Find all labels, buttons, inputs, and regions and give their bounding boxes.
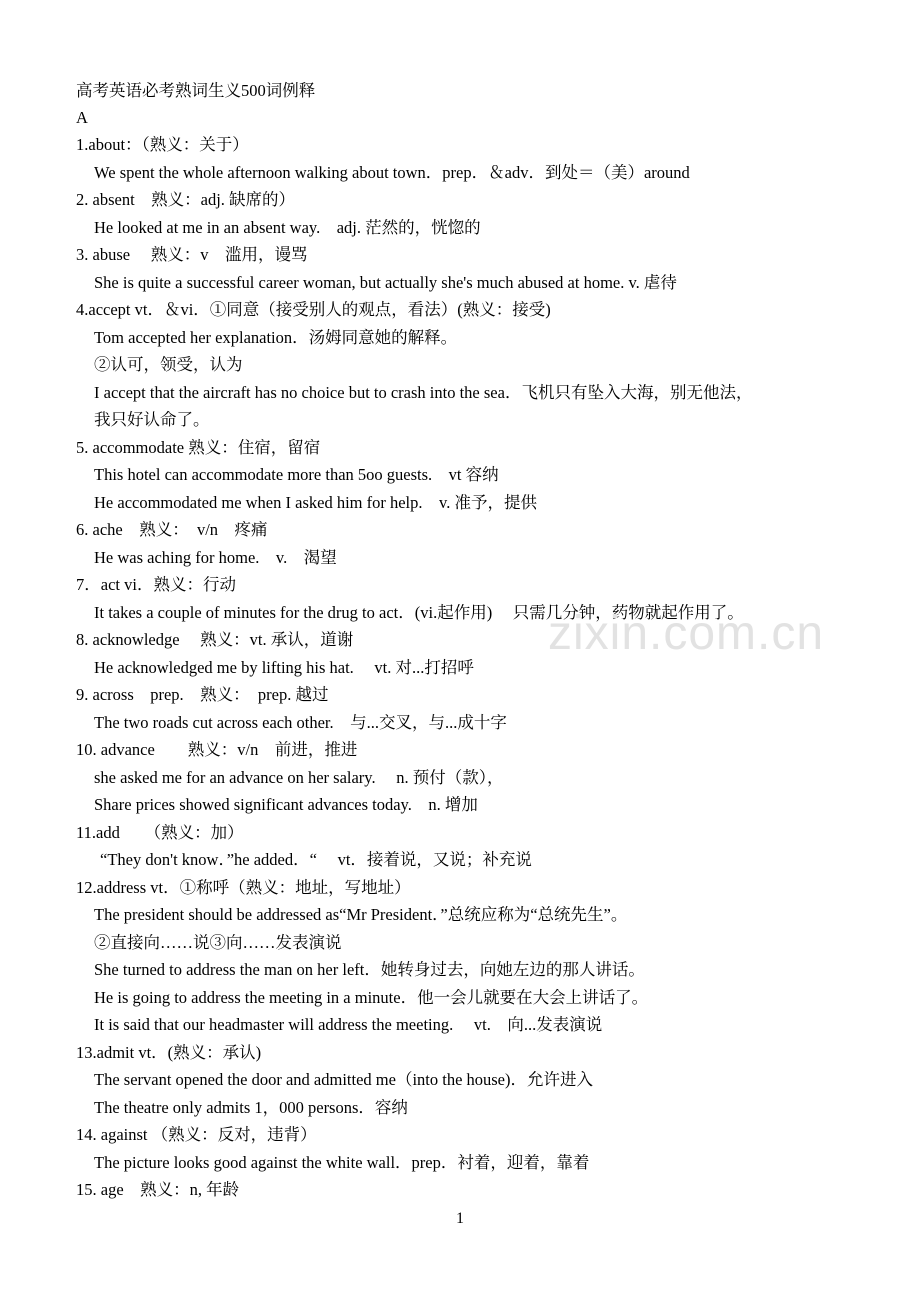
watermark: zixin.com.cn: [548, 607, 825, 660]
sense-line: ②认可，领受，认为: [94, 355, 243, 374]
example-line: Tom accepted her explanation．汤姆同意她的解释。: [94, 328, 458, 347]
example-line: I accept that the aircraft has no choice but to crash into the sea．飞机只有坠入大海，别无他法，: [94, 383, 753, 402]
example-line: 我只好认命了。: [94, 410, 210, 429]
example-line: Share prices showed significant advances today. n. 增加: [94, 795, 478, 814]
example-line: The president should be addressed as“Mr President．”总统应称为“总统先生”。: [94, 905, 628, 924]
example-line: It takes a couple of minutes for the drug to act．(vi.起作用) 只需几分钟，药物就起作用了。: [94, 603, 744, 622]
document-title: 高考英语必考熟词生义500词例释: [76, 81, 316, 100]
example-line: The servant opened the door and admitted me（into the house)．允许进入: [94, 1070, 594, 1089]
example-line: It is said that our headmaster will address the meeting. vt. 向...发表演说: [94, 1015, 603, 1034]
example-line: The picture looks good against the white wall．prep．衬着，迎着，靠着: [94, 1153, 590, 1172]
entry-heading: 8. acknowledge 熟义：vt. 承认，道谢: [76, 630, 354, 649]
entry-heading: 1.about：（熟义：关于）: [76, 135, 249, 154]
entry-heading: 3. abuse 熟义：v 滥用，谩骂: [76, 245, 308, 264]
example-line: He acknowledged me by lifting his hat. vt. 对...打招呼: [94, 658, 474, 677]
entry-heading: 4.accept vt．＆vi．①同意（接受别人的观点，看法）(熟义：接受): [76, 300, 551, 319]
example-line: He accommodated me when I asked him for help. v. 准予，提供: [94, 493, 537, 512]
section-letter: A: [76, 108, 88, 127]
entry-heading: 14. against （熟义：反对，违背）: [76, 1125, 317, 1144]
entry-heading: 2. absent 熟义：adj. 缺席的）: [76, 190, 296, 209]
example-line: We spent the whole afternoon walking about town．prep．＆adv．到处＝（美）around: [94, 163, 690, 182]
example-line: The theatre only admits 1，000 persons．容纳: [94, 1098, 408, 1117]
entry-heading: 7．act vi．熟义：行动: [76, 575, 236, 594]
example-line: “They don't know．”he added．“ vt．接着说，又说；补充说: [100, 850, 532, 869]
example-line: She turned to address the man on her left．她转身过去，向她左边的那人讲话。: [94, 960, 645, 979]
entry-heading: 10. advance 熟义：v/n 前进，推进: [76, 740, 358, 759]
example-line: she asked me for an advance on her salary. n. 预付（款），: [94, 768, 504, 787]
example-line: She is quite a successful career woman, but actually she's much abused at home. v. 虐待: [94, 273, 677, 292]
example-line: He was aching for home. v. 渴望: [94, 548, 337, 567]
example-line: The two roads cut across each other. 与...交叉，与...成十字: [94, 713, 507, 732]
entry-heading: 12.address vt．①称呼（熟义：地址，写地址）: [76, 878, 411, 897]
entry-heading: 11.add （熟义：加）: [76, 823, 244, 842]
example-line: He is going to address the meeting in a minute．他一会儿就要在大会上讲话了。: [94, 988, 649, 1007]
entry-heading: 15. age 熟义：n, 年龄: [76, 1180, 240, 1199]
entry-heading: 13.admit vt．(熟义：承认): [76, 1043, 262, 1062]
example-line: This hotel can accommodate more than 5oo guests. vt 容纳: [94, 465, 499, 484]
sense-line: ②直接向……说③向……发表演说: [94, 933, 342, 952]
page-number: 1: [456, 1210, 464, 1227]
entry-heading: 6. ache 熟义： v/n 疼痛: [76, 520, 268, 539]
entry-heading: 9. across prep. 熟义： prep. 越过: [76, 685, 329, 704]
entry-heading: 5. accommodate 熟义：住宿，留宿: [76, 438, 321, 457]
example-line: He looked at me in an absent way. adj. 茫然的，恍惚的: [94, 218, 481, 237]
